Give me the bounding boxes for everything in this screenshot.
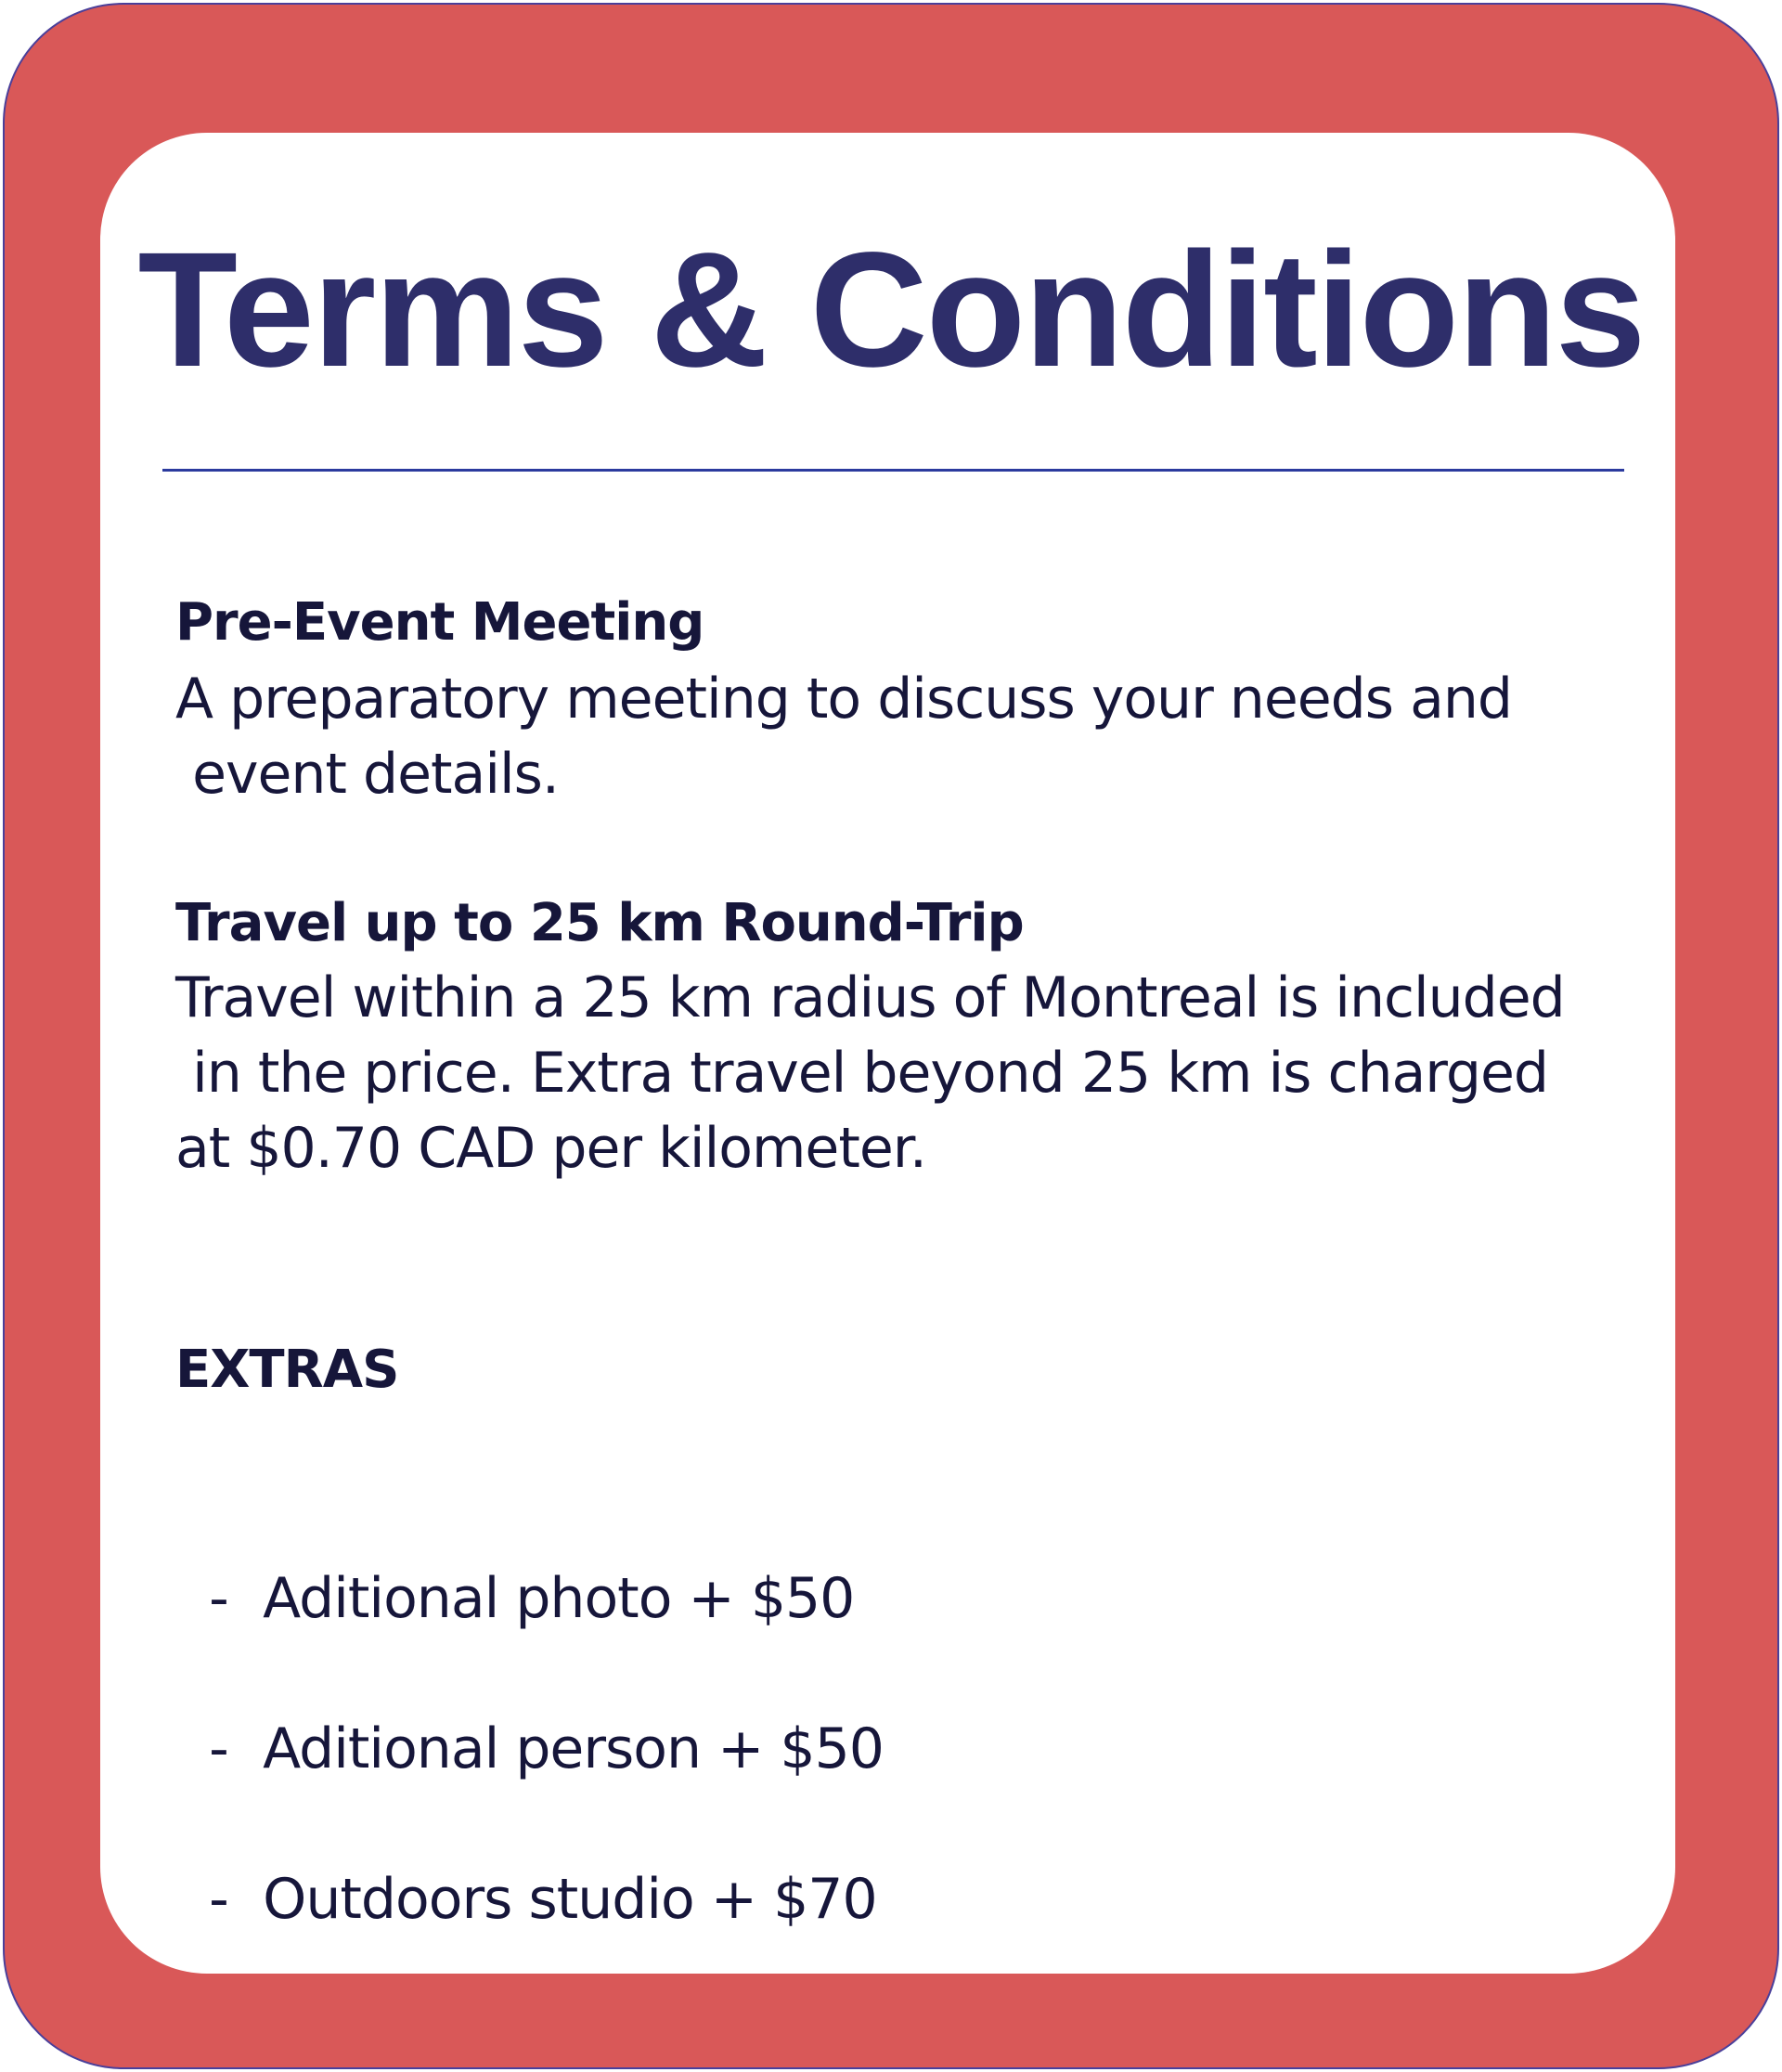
list-item (175, 1788, 877, 1936)
list-item (175, 1638, 884, 1786)
title-divider (162, 469, 1624, 472)
travel-line-3: at $0.70 CAD per kilometer. (175, 1116, 926, 1181)
travel-line-2: in the price. Extra travel beyond 25 km is charged (175, 1041, 1548, 1106)
bullet-dash: - (209, 1716, 228, 1781)
bullet-dash: - (209, 1566, 228, 1631)
pre-event-meeting-line-2: event details. (175, 742, 559, 807)
list-item (175, 1487, 854, 1636)
travel-line-1: Travel within a 25 km radius of Montreal is included (175, 965, 1565, 1030)
pre-event-meeting-heading: Pre-Event Meeting (175, 592, 704, 653)
extra-item-label: Aditional photo + $50 (263, 1566, 855, 1631)
bullet-dash: - (209, 1867, 228, 1932)
page-title: Terms & Conditions (137, 219, 1645, 401)
travel-heading: Travel up to 25 km Round-Trip (175, 893, 1024, 953)
extra-item-label: Outdoors studio + $70 (263, 1867, 877, 1932)
pre-event-meeting-line-1: A preparatory meeting to discuss your needs and (175, 667, 1512, 732)
extras-heading: EXTRAS (175, 1340, 399, 1400)
extra-item-label: Aditional person + $50 (263, 1716, 884, 1781)
